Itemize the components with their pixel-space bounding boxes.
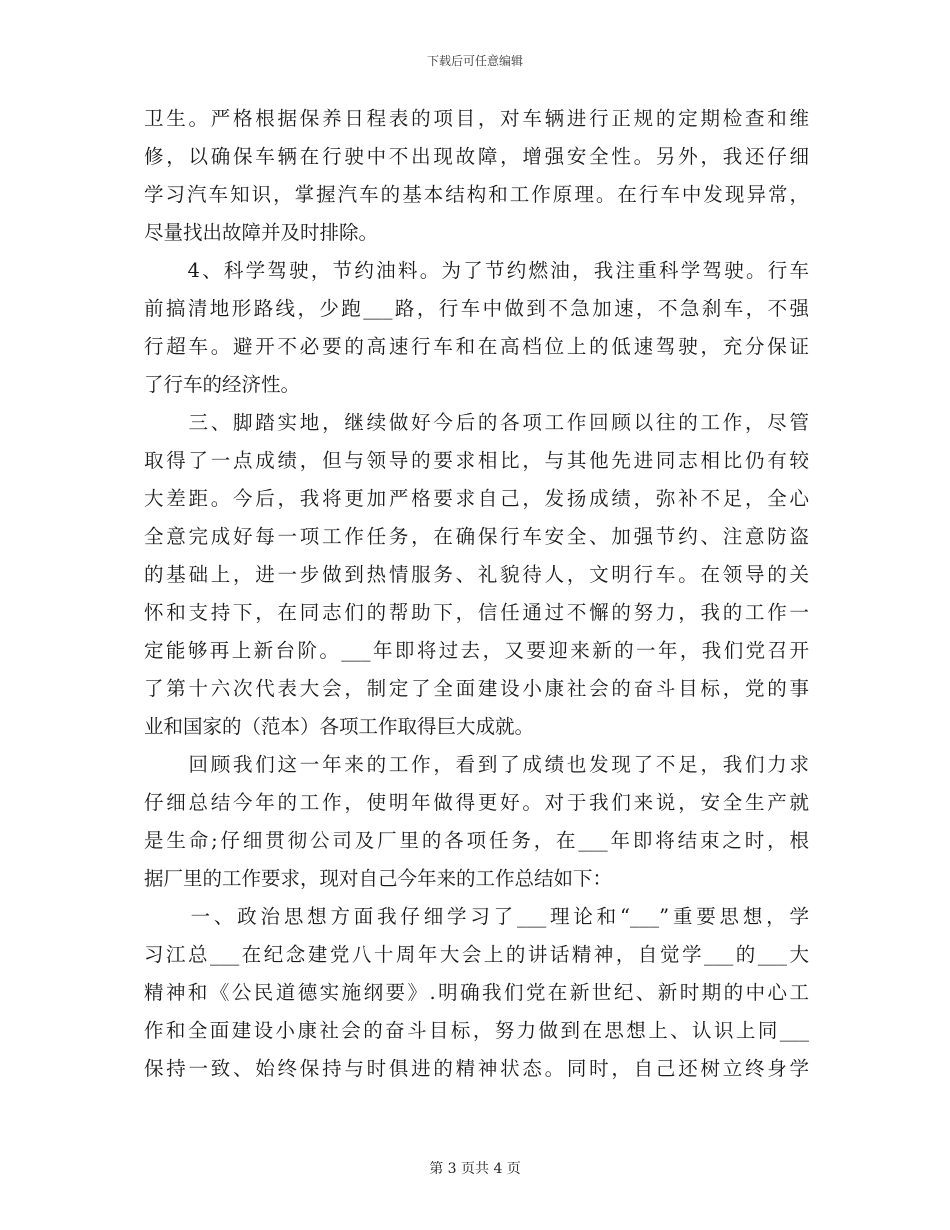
text-line: 定能够再上新台阶。___年即将过去，又要迎来新的一年，我们党召开 (144, 639, 809, 662)
text-line: 仔细总结今年的工作，使明年做得更好。对于我们来说，安全生产就 (144, 791, 809, 814)
text-line: 回顾我们这一年来的工作，看到了成绩也发现了不足，我们力求 (144, 753, 809, 776)
text-line: 业和国家的（范本）各项工作取得巨大成就。 (144, 715, 535, 738)
text-line: 的基础上，进一步做到热情服务、礼貌待人，文明行车。在领导的关 (144, 563, 809, 586)
text-line: 了第十六次代表大会，制定了全面建设小康社会的奋斗目标，党的事 (144, 677, 809, 700)
text-line: 据厂里的工作要求，现对自己今年来的工作总结如下： (144, 867, 613, 890)
text-line: 作和全面建设小康社会的奋斗目标，努力做到在思想上、认识上同___ (144, 1019, 809, 1042)
text-line: 全意完成好每一项工作任务，在确保行车安全、加强节约、注意防盗 (144, 525, 809, 548)
text-line: 学习汽车知识，掌握汽车的基本结构和工作原理。在行车中发现异常， (144, 183, 809, 206)
page-header: 下载后可任意编辑 (426, 54, 523, 68)
text-line: 怀和支持下，在同志们的帮助下，信任通过不懈的努力，我的工作一 (144, 601, 809, 624)
text-line: 精神和《公民道德实施纲要》.明确我们党在新世纪、新时期的中心工 (144, 981, 809, 1004)
text-line: 三、脚踏实地，继续做好今后的各项工作回顾以往的工作，尽管 (144, 411, 809, 434)
text-line: 习江总___在纪念建党八十周年大会上的讲话精神，自觉学___的___大 (144, 943, 809, 966)
text-line: 大差距。今后，我将更加严格要求自己，发扬成绩，弥补不足，全心 (144, 487, 809, 510)
page-number: 第 3 页共 4 页 (429, 1161, 521, 1177)
text-line: 是生命;仔细贯彻公司及厂里的各项任务，在___年即将结束之时，根 (144, 829, 809, 852)
text-line: 尽量找出故障并及时排除。 (144, 221, 379, 244)
text-line: 保持一致、始终保持与时俱进的精神状态。同时，自己还树立终身学 (144, 1057, 809, 1080)
text-line: 一、政治思想方面我仔细学习了___理论和“___”重要思想，学 (144, 905, 809, 928)
text-line: 4、科学驾驶，节约油料。为了节约燃油，我注重科学驾驶。行车 (144, 259, 809, 282)
text-line: 前搞清地形路线，少跑___路，行车中做到不急加速，不急刹车，不强 (144, 297, 809, 320)
text-line: 修，以确保车辆在行驶中不出现故障，增强安全性。另外，我还仔细 (144, 145, 809, 168)
document-body (144, 100, 809, 1088)
text-line: 了行车的经济性。 (144, 373, 301, 396)
text-line: 行超车。避开不必要的高速行车和在高档位上的低速驾驶，充分保证 (144, 335, 809, 358)
text-line: 取得了一点成绩，但与领导的要求相比，与其他先进同志相比仍有较 (144, 449, 809, 472)
text-line: 卫生。严格根据保养日程表的项目，对车辆进行正规的定期检查和维 (144, 107, 809, 130)
